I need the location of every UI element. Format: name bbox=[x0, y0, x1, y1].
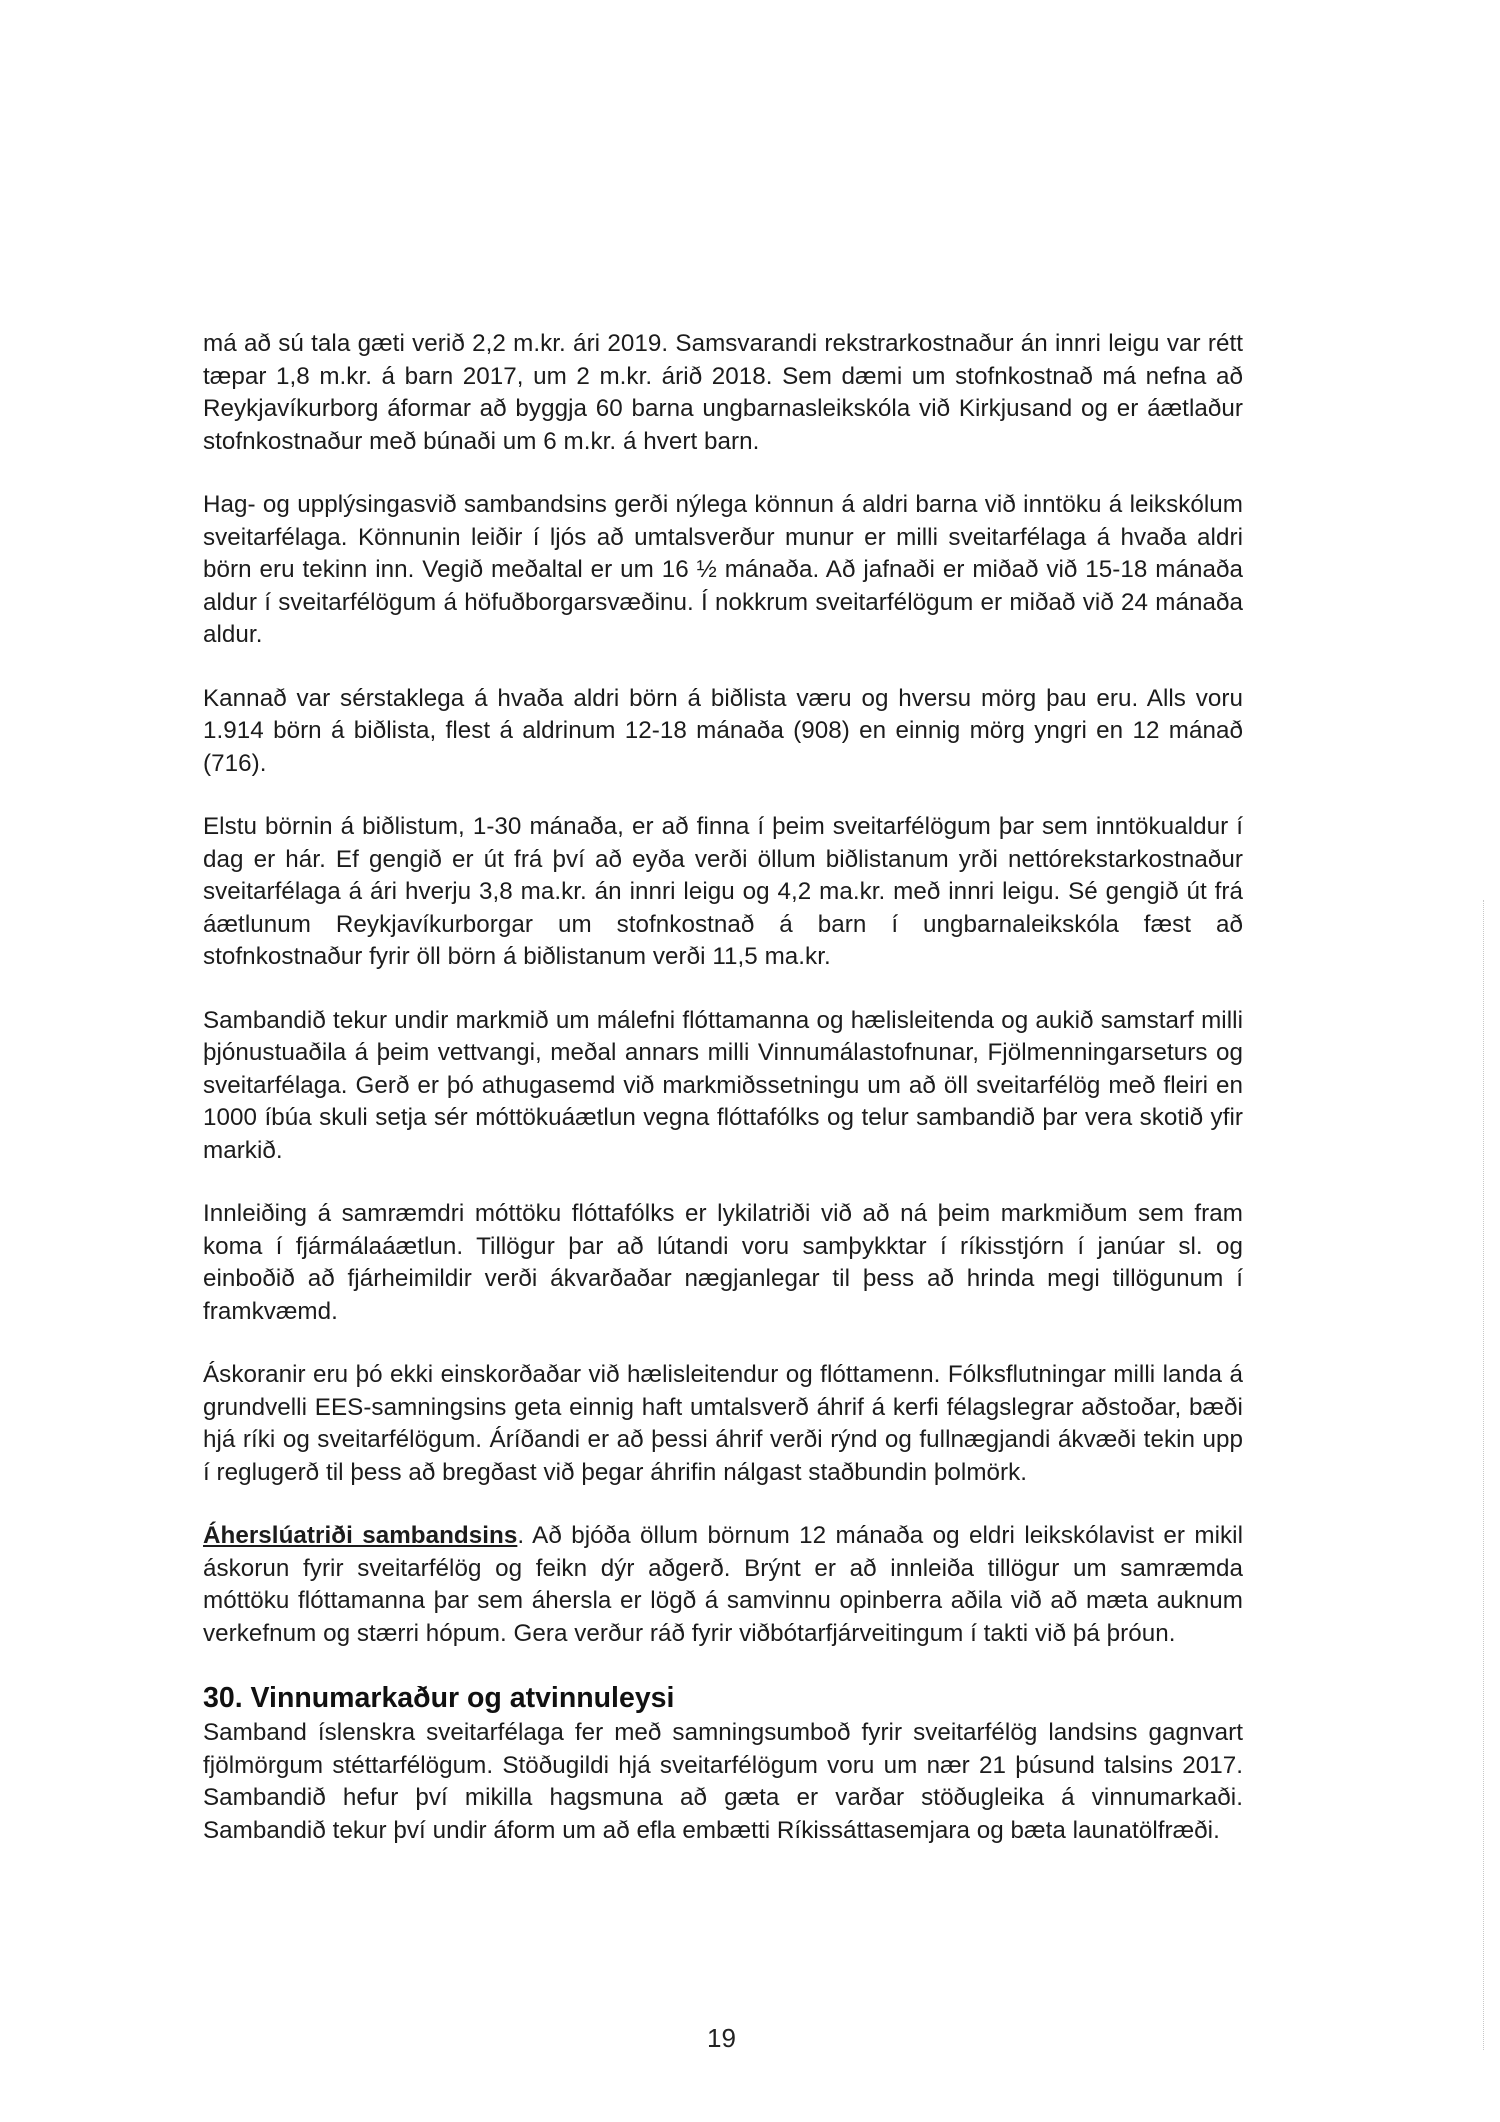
paragraph-childcare-costs: má að sú tala gæti verið 2,2 m.kr. ári 2019. Samsvarandi rekstrarkostnaður án innri leigu var rétt tæpar 1,8 m.kr. á barn 2017, um 2 m.kr. árið 2018. Sem dæmi um stofnkostnað má nefna að Reykjavíkurborg áformar að byggja 60 barna ungbarnasleikskóla við Kirkjusand og er áætlaður stofnkostnaður með búnaði um 6 m.kr. á hvert barn. bbox=[203, 330, 1243, 455]
scan-edge-line bbox=[1483, 900, 1484, 2050]
page-number: 19 bbox=[707, 2023, 736, 2053]
emphasis-text: Að bjóða öllum börnum 12 mánaða og eldri leikskólavist er mikil áskorun fyrir sveitarfélög og feikn dýr aðgerð. Brýnt er að innleiða tillögur um samræmda móttöku flóttamanna þar sem áhersla er lögð á samvinnu opinberra aðila við að mæta auknum verkefnum og stærri hópum. Gera verður ráð fyrir viðbótarfjárveitingum í takti við þá þróun. bbox=[203, 1522, 1243, 1647]
paragraph-challenges: Áskoranir eru þó ekki einskorðaðar við hælisleitendur og flóttamenn. Fólksflutningar milli landa á grundvelli EES-samningsins geta einnig haft umtalsverð áhrif á kerfi félagslegrar aðstoðar, bæði hjá ríki og sveitarfélögum. Áríðandi er að þessi áhrif verði rýnd og fullnægjandi ákvæði tekin upp í reglugerð til þess að bregðast við þegar áhrifin nálgast staðbundin þolmörk. bbox=[203, 1361, 1243, 1486]
section-heading: 30. Vinnumarkaður og atvinnuleysi bbox=[203, 1682, 675, 1714]
emphasis-punct: . bbox=[517, 1522, 525, 1549]
section-body: Samband íslenskra sveitarfélaga fer með samningsumboð fyrir sveitarfélög landsins gagnvart fjölmörgum stéttarfélögum. Stöðugildi hjá sveitarfélögum voru um nær 21 þúsund talsins 2017. Sambandið hefur því mikilla hagsmuna að gæta er varðar stöðugleika á vinnumarkaði. Sambandið tekur því undir áform um að efla embætti Ríkissáttasemjara og bæta launatölfræði. bbox=[203, 1719, 1243, 1844]
paragraph-refugees: Sambandið tekur undir markmið um málefni flóttamanna og hælisleitenda og aukið samstarf milli þjónustuaðila á þeim vettvangi, meðal annars milli Vinnumálastofnunar, Fjölmenningarseturs og sveitarfélaga. Gerð er þó athugasemd við markmiðssetningu um að öll sveitarfélög með fleiri en 1000 íbúa skuli setja sér móttökuáætlun vegna flóttafólks og telur sambandið þar vera skotið yfir markið. bbox=[203, 1006, 1243, 1164]
paragraph-survey-admission-age: Hag- og upplýsingasvið sambandsins gerði nýlega könnun á aldri barna við inntöku á leikskólum sveitarfélaga. Könnunin leiðir í ljós að umtalsverður munur er milli sveitarfélaga á hvaða aldri börn eru tekinn inn. Vegið meðaltal er um 16 ½ mánaða. Að jafnaði er miðað við 15-18 mánaða aldur í sveitarfélögum á höfuðborgarsvæðinu. Í nokkrum sveitarfélögum er miðað við 24 mánaða aldur. bbox=[203, 491, 1243, 648]
paragraph-reception-implementation: Innleiðing á samræmdri móttöku flóttafólks er lykilatriði við að ná þeim markmiðum sem fram koma í fjármálaáætlun. Tillögur þar að lútandi voru samþykktar í ríkisstjórn í janúar sl. og einboðið að fjárheimildir verði ákvarðaðar nægjanlegar til þess að hrinda megi tillögunum í framkvæmd. bbox=[203, 1200, 1243, 1325]
page-content bbox=[203, 328, 1243, 1878]
paragraph-waiting-list-costs: Elstu börnin á biðlistum, 1-30 mánaða, er að finna í þeim sveitarfélögum þar sem inntökualdur í dag er hár. Ef gengið er út frá því að eyða verði öllum biðlistanum yrði nettórekstarkostnaður sveitarfélaga á ári hverju 3,8 ma.kr. án innri leigu og 4,2 ma.kr. með innri leigu. Sé gengið út frá áætlunum Reykjavíkurborgar um stofnkostnað á barn í ungbarnaleikskóla fæst að stofnkostnaður fyrir öll börn á biðlistanum verði 11,5 ma.kr. bbox=[203, 813, 1243, 970]
paragraph-emphasis bbox=[203, 1520, 1243, 1650]
emphasis-label: Áherslúatriði sambandsins bbox=[203, 1522, 518, 1549]
paragraph-waiting-list: Kannað var sérstaklega á hvaða aldri börn á biðlista væru og hversu mörg þau eru. Alls voru 1.914 börn á biðlista, flest á aldrinum 12-18 mánaða (908) en einnig mörg yngri en 12 mánað (716). bbox=[203, 684, 1243, 777]
